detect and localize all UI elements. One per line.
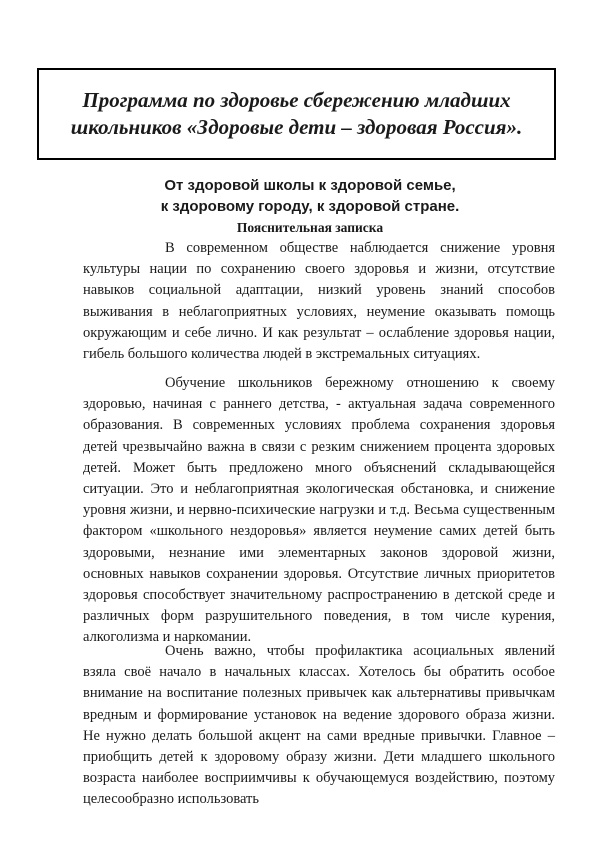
paragraph-3: Очень важно, чтобы профилактика асоциальных явлений взяла своё начало в начальных классах. Хотелось бы обратить особое внимание на воспитание полезных привычек как альтернативы привычкам вредным и формирование установок на ведение здорового образа жизни. Не нужно делать большой акцент на сами вредные привычки. Главное – приобщить детей к здоровому образу жизни. Дети младшего школьного возраста наиболее восприимчивы к обучающемуся воздействию, поэтому целесообразно использовать	[83, 643, 555, 808]
title-box	[37, 68, 556, 160]
paragraph-1: В современном обществе наблюдается снижение уровня культуры нации по сохранению своего здоровья и жизни, отсутствие навыков социальной адаптации, низкий уровень знаний способов выживания в неблагоприятных условиях, неумение оказывать помощь окружающим и себе лично. И как результат – ослабление здоровья нации, гибель большого количества людей в экстремальных ситуациях.	[83, 240, 555, 363]
section-heading: Пояснительная записка	[236, 220, 384, 235]
subtitle-line-1: От здоровой школы к здоровой семье,	[164, 177, 456, 194]
paragraph-2: Обучение школьников бережному отношению к своему здоровью, начиная с раннего детства, - актуальная задача современного образования. В современных условиях проблема сохранения здоровья детей чрезвычайно важна в связи с резким снижением процента здоровых детей. Может быть предложено много объяснений складывающейся ситуации. Это и неблагоприятная экологическая обстановка, и снижение уровня жизни, и нервно-психические нагрузки и т.д. Весьма существенным фактором «школьного нездоровья» является неумение самих детей быть здоровыми, незнание ими элементарных законов здоровой жизни, основных навыков сохранении здоровья. Отсутствие личных приоритетов здоровья способствует значительному распространению в детской среде и различных форм разрушительного поведения, в том числе курения, алкоголизма и наркомании.	[83, 375, 555, 646]
document-title: Программа по здоровье сбережению младших школьников «Здоровые дети – здоровая Россия».	[70, 88, 523, 139]
subtitle-line-2: к здоровому городу, к здоровой стране.	[160, 198, 460, 215]
